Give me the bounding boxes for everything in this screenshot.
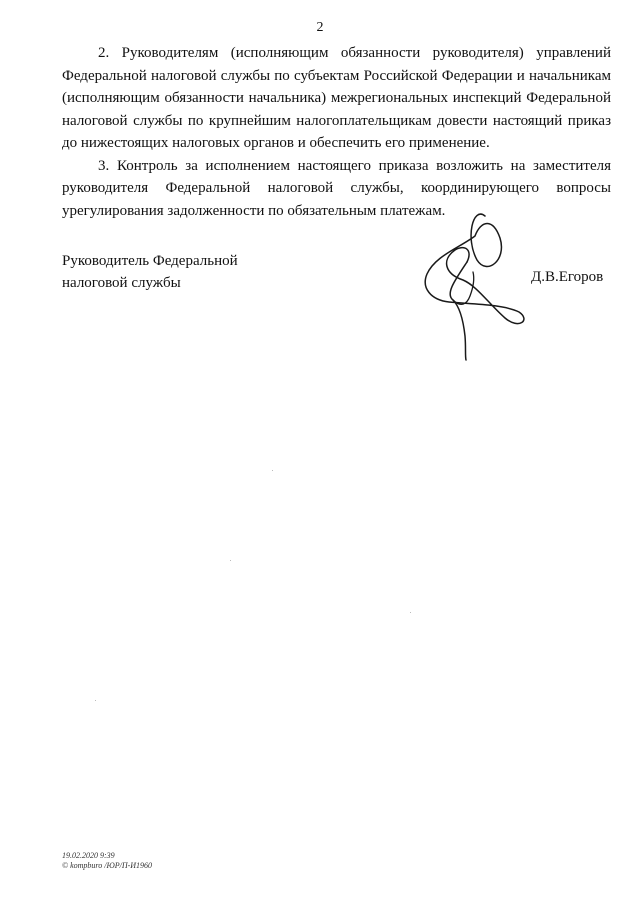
signatory-title-line2: налоговой службы bbox=[62, 275, 181, 291]
order-body bbox=[62, 42, 611, 222]
print-stamp-date: 19.02.2020 9:39 bbox=[62, 851, 115, 860]
print-stamp bbox=[62, 851, 152, 871]
scan-speck bbox=[410, 612, 411, 613]
print-stamp-id: © kompburo /ЮР/П-И1960 bbox=[62, 861, 153, 870]
scan-speck bbox=[230, 560, 231, 561]
scan-speck bbox=[272, 470, 273, 471]
signatory-title-line1: Руководитель Федеральной bbox=[62, 253, 238, 269]
signatory-name: Д.В.Егоров bbox=[531, 269, 604, 285]
handwritten-signature bbox=[415, 208, 535, 363]
paragraph-3: 3. Контроль за исполнением настоящего приказа возложить на заместителя руководителя Федеральной налоговой службы, координирующего вопросы урегулирования задолженности по обязательным платежам. bbox=[62, 157, 611, 219]
page-number: 2 bbox=[316, 20, 324, 35]
scan-speck bbox=[95, 700, 96, 701]
paragraph-2: 2. Руководителям (исполняющим обязанности руководителя) управлений Федеральной налоговой службы по субъектам Российской Федерации и начальникам (исполняющим обязанности начальника) межрегиональных инспекций Федеральной налоговой службы по крупнейшим налогоплательщикам довести настоящий приказ до нижестоящих налоговых органов и обеспечить его применение. bbox=[62, 45, 611, 151]
signatory-title bbox=[62, 250, 238, 294]
